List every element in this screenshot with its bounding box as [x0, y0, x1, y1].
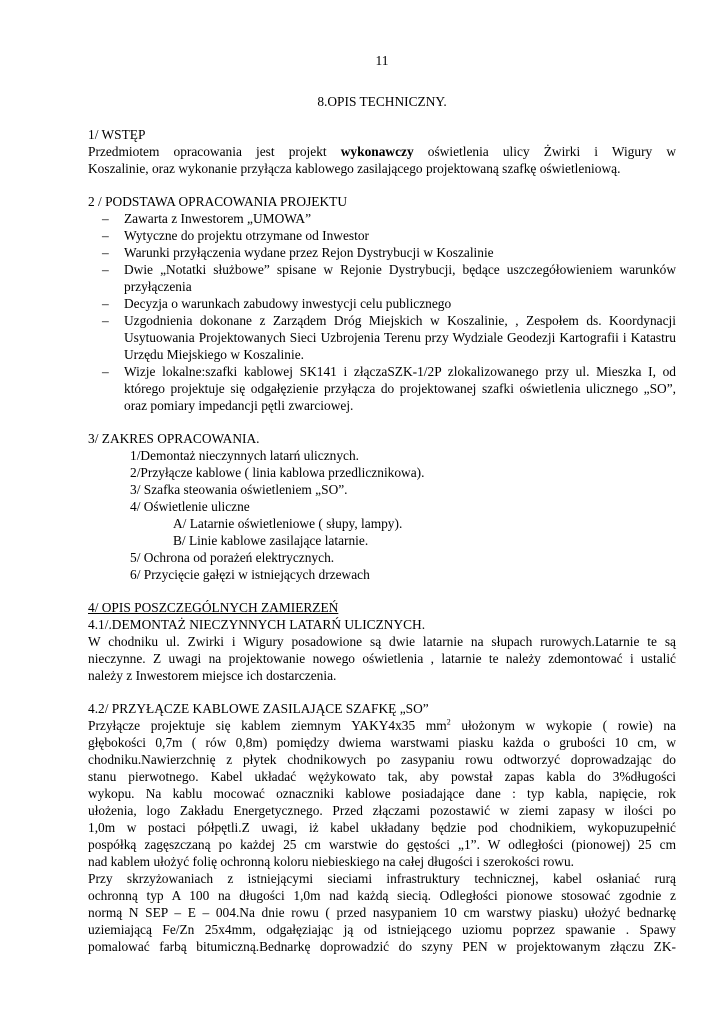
list-item-text: Wizje lokalne:szafki kablowej SK141 i złączaSZK-1/2P zlokalizowanego przy ul. Mieszka I, od którego projektuje się odgałęzienie przyłącza do projektowanej szafki oświetlenia ulicznego „SO”, oraz pomiary impedancji pętli zwarciowej.	[124, 364, 676, 413]
section-1-line-2: Koszalinie, oraz wykonanie przyłącza kablowego zasilającego projektowaną szafkę oświetleniową.	[88, 161, 621, 176]
document-page	[88, 52, 676, 955]
paragraph-text: Przyłącze projektuje się kablem ziemnym YAKY4x35 mm	[88, 718, 447, 733]
paragraph-line: nad kablem ułożyć folię ochronną koloru niebieskiego na całej długości i szerokości rowu.	[88, 854, 575, 869]
paragraph-line: pomalować farbą bitumiczną.Bednarkę doprowadzić do szyny PEN w projektowanym złączu ZK-	[88, 939, 676, 954]
dash-bullet: –	[102, 296, 109, 311]
list-item-text: Zawarta z Inwestorem „UMOWA”	[124, 211, 312, 226]
scope-sub-item: A/ Latarnie oświetleniowe ( słupy, lampy).	[173, 516, 403, 531]
page-title: 8.OPIS TECHNICZNY.	[317, 94, 447, 109]
page-number: 11	[375, 53, 389, 68]
section-4-heading	[88, 599, 676, 616]
list-item	[88, 363, 676, 414]
dash-bullet: –	[102, 364, 109, 379]
subsection-4-2-heading: 4.2/ PRZYŁĄCZE KABLOWE ZASILAJĄCE SZAFKĘ „SO”	[88, 701, 429, 716]
paragraph-line: pospółką zagęszczaną po każdej 25 cm warstwie do gęstości „1”. W odległości (pionowej) 25 cm	[88, 837, 676, 852]
scope-item: 5/ Ochrona od porażeń elektrycznych.	[130, 550, 335, 565]
list-item	[88, 295, 676, 312]
list-item-text: Wytyczne do projektu otrzymane od Inwestor	[124, 228, 369, 243]
paragraph-line: głębokości 0,7m ( rów 0,8m) pomiędzy dwiema warstwami piasku każda o grubości 10 cm, w	[88, 735, 676, 750]
scope-item: 4/ Oświetlenie uliczne	[130, 499, 250, 514]
paragraph-line: ochronną typ A 100 na długości 1,0m nad każdą siecią. Odległości pionowe stosować zgodnie z	[88, 888, 676, 903]
section-1-text-pre: Przedmiotem opracowania jest projekt	[88, 144, 327, 159]
dash-bullet: –	[102, 245, 109, 260]
list-item-text: Uzgodnienia dokonane z Zarządem Dróg Miejskich w Koszalinie, , Zespołem ds. Koordynacji Usytuowania Projektowanych Sieci Uzbrojenia Terenu przy Wydziale Geodezji Kartografii i Katastru Urzędu Miejskiego w Koszalinie.	[124, 313, 676, 362]
paragraph-line: W chodniku ul. Zwirki i Wigury posadowione są dwie latarnie na słupach rurowych.Latarnie te są	[88, 634, 676, 649]
paragraph-line: 1,0m w postaci półpętli.Z uwagi, iż kabel układany będzie pod chodnikiem, wykopuzupełnić	[88, 820, 676, 835]
section-1-text-bold: wykonawczy	[340, 144, 414, 159]
paragraph-line	[88, 717, 676, 734]
paragraph-line: stanu pierwotnego. Kabel układać wężykowato tak, aby powstał zapas kabla do 3%długości	[88, 769, 676, 784]
section-2-heading: 2 / PODSTAWA OPRACOWANIA PROJEKTU	[88, 194, 347, 209]
section-3-heading: 3/ ZAKRES OPRACOWANIA.	[88, 431, 260, 446]
paragraph-line: normą N SEP – E – 004.Na dnie rowu ( przed nasypaniem 10 cm warstwy piasku) ułożyć bednarkę	[88, 905, 676, 920]
paragraph-line: chodniku.Nawierzchnię z płytek chodnikowych po zasypaniu rowu odtworzyć doprowadzając do	[88, 752, 676, 767]
paragraph-line: uziemiającą Fe/Zn 25x4mm, odgałęziając ją od istniejącego uziomu poprzez spawanie . Spawy	[88, 922, 676, 937]
paragraph-line: Przy skrzyżowaniach z istniejącymi sieciami infrastruktury technicznej, kabel osłaniać rurą	[88, 871, 676, 886]
paragraph-text: ułożonym w wykopie ( rowie) na	[450, 718, 676, 733]
dash-bullet: –	[102, 211, 109, 226]
scope-item: 3/ Szafka steowania oświetleniem „SO”.	[130, 482, 348, 497]
list-item-text: Decyzja o warunkach zabudowy inwestycji celu publicznego	[124, 296, 452, 311]
list-item	[88, 210, 676, 227]
section-2-list	[88, 210, 676, 414]
paragraph-line: ułożenia, logo Zakładu Energetycznego. Przed złączami pozostawić w ziemi zapasy w ilości po	[88, 803, 676, 818]
paragraph-line: należy z Inwestorem miejsce ich dostarczenia.	[88, 668, 337, 683]
list-item	[88, 261, 676, 295]
paragraph-line: wykopu. Na kablu mocować oznaczniki kablowe posiadające dane : typ kabla, napięcie, rok	[88, 786, 676, 801]
dash-bullet: –	[102, 313, 109, 328]
list-item-text: Dwie „Notatki służbowe” spisane w Rejonie Dystrybucji, będące uszczegółowieniem warunków przyłączenia	[124, 262, 676, 294]
section-1-heading: 1/ WSTĘP	[88, 127, 146, 142]
dash-bullet: –	[102, 228, 109, 243]
list-item	[88, 227, 676, 244]
section-4-heading-text: 4/ OPIS POSZCZEGÓLNYCH ZAMIERZEŃ	[88, 600, 339, 615]
list-item	[88, 244, 676, 261]
subsection-4-1-heading: 4.1/.DEMONTAŻ NIECZYNNYCH LATARŃ ULICZNYCH.	[88, 617, 426, 632]
section-1-text-post: oświetlenia ulicy Żwirki i Wigury w	[427, 144, 676, 159]
list-item-text: Warunki przyłączenia wydane przez Rejon Dystrybucji w Koszalinie	[124, 245, 494, 260]
dash-bullet: –	[102, 262, 109, 277]
scope-item: 6/ Przycięcie gałęzi w istniejących drzewach	[130, 567, 370, 582]
scope-item: 2/Przyłącze kablowe ( linia kablowa przedlicznikowa).	[130, 465, 425, 480]
paragraph-line: nieczynne. Z uwagi na projektowanie nowego oświetlenia , latarnie te należy zdemontować i ustalić	[88, 651, 676, 666]
section-1-line-1	[88, 143, 676, 160]
list-item	[88, 312, 676, 363]
superscript: 2	[446, 717, 451, 727]
scope-sub-item: B/ Linie kablowe zasilające latarnie.	[173, 533, 369, 548]
scope-item: 1/Demontaż nieczynnych latarń ulicznych.	[130, 448, 360, 463]
